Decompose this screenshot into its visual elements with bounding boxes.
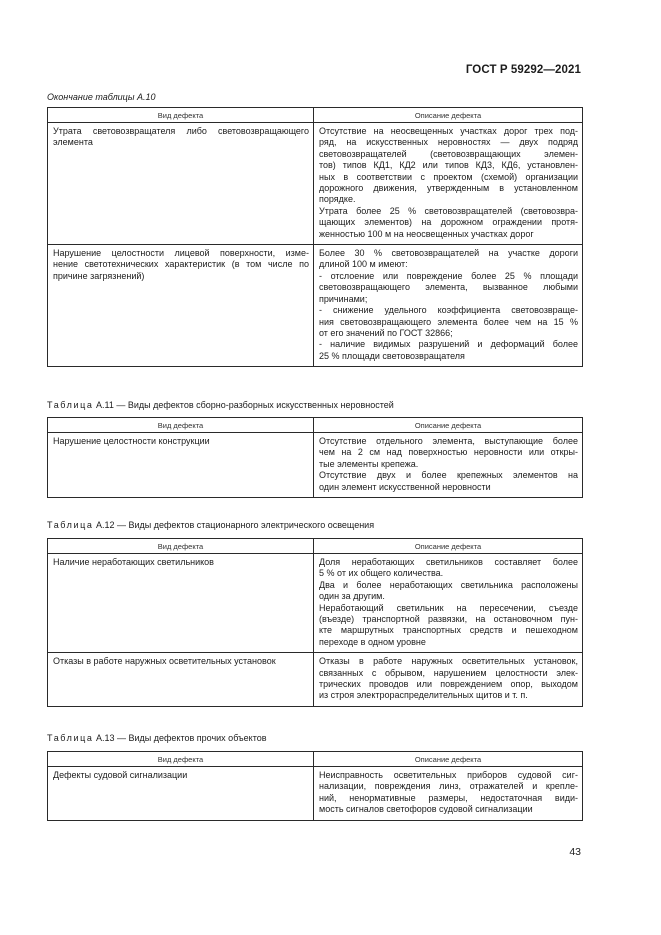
defect-description-cell xyxy=(314,123,583,245)
table-row xyxy=(48,123,583,245)
cell-text-line: нализации, повреждения линз, отражателей и крепле- xyxy=(319,781,578,792)
cell-text-line: Доля неработающих светильников составляет более xyxy=(319,557,578,567)
table-row xyxy=(48,554,583,653)
column-header-defect-description: Описание дефекта xyxy=(314,539,583,554)
cell-text-line: Отсутствие на неосвещенных участках дорог трех под- xyxy=(319,126,578,136)
cell-text-line: Утрата световозвращателя либо световозвращающего xyxy=(53,126,309,136)
defect-type-cell xyxy=(48,653,314,707)
cell-text-line: порядке. xyxy=(319,194,356,205)
cell-text-line: мость сигналов светофоров судовой сигнализации xyxy=(319,804,533,815)
cell-text-line: Отказы в работе наружных осветительных установок, xyxy=(319,656,578,667)
caption-text: Окончание таблицы А.10 xyxy=(47,92,156,102)
cell-text-line: Два и более неработающих светильника расположены xyxy=(319,579,578,590)
defects-table-a12 xyxy=(47,538,583,707)
cell-text-line: переходе в одном уровне xyxy=(319,636,426,647)
table-row xyxy=(48,653,583,707)
cell-text-line: щающих элементов) на дорожном ограждении протя- xyxy=(319,217,578,228)
cell-text-line: - отслоение или повреждение более 25 % площади xyxy=(319,270,578,281)
cell-text-line: световозвращающего элемента, вызванное любыми xyxy=(319,282,578,293)
cell-text-line: световозвращателей (световозвращающих элемен- xyxy=(319,148,578,159)
cell-text-line: ряд, на искусственных неровностях — двух подряд xyxy=(319,137,578,148)
cell-text-line: Неисправность осветительных приборов судовой сиг- xyxy=(319,770,578,780)
cell-text-line: женностью 100 м на неосвещенных участках дорог xyxy=(319,228,534,239)
table-caption-a12 xyxy=(47,520,374,531)
cell-text-line: Отказы в работе наружных осветительных установок xyxy=(53,656,276,667)
cell-text-line: Нарушение целостности лицевой поверхности, изме- xyxy=(53,248,309,259)
cell-text-line: тые элементы крепежа. xyxy=(319,458,419,469)
cell-text-line: 5 % от их общего количества. xyxy=(319,568,444,579)
defect-type-cell xyxy=(48,245,314,367)
column-header-defect-type: Вид дефекта xyxy=(48,539,314,554)
cell-text-line: 25 % площади световозвращателя xyxy=(319,350,465,361)
cell-text-line: дорожного движения, утвержденным в установленном xyxy=(319,183,578,194)
cell-text-line: Утрата более 25 % световозвращателей (световозвра- xyxy=(319,205,578,216)
cell-text-line: Неработающий светильник на пересечении, съезде xyxy=(319,602,578,613)
defects-table-a13 xyxy=(47,751,583,821)
caption-text: А.13 — Виды дефектов прочих объектов xyxy=(93,733,267,743)
cell-text-line: тов) типов КД1, КД2 или типов КД3, КД6, установлен- xyxy=(319,160,578,171)
column-header-defect-type: Вид дефекта xyxy=(48,752,314,767)
cell-text-line: нение светотехнических характеристик (в том числе по xyxy=(53,259,309,270)
defect-type-cell xyxy=(48,433,314,498)
cell-text-line: один за другим. xyxy=(319,591,385,602)
cell-text-line: ния световозвращающего элемента более чем на 15 % xyxy=(319,316,578,327)
table-caption-a11 xyxy=(47,400,394,411)
cell-text-line: связанных с обрывом, нарушением целостности элек- xyxy=(319,667,578,678)
cell-text-line: один элемент искусственной неровности xyxy=(319,481,491,492)
defect-type-cell xyxy=(48,767,314,821)
column-header-defect-type: Вид дефекта xyxy=(48,418,314,433)
cell-text-line: Наличие неработающих светильников xyxy=(53,557,214,567)
table-caption-a13 xyxy=(47,733,267,744)
caption-prefix: Таблица xyxy=(47,400,94,410)
cell-text-line: длиной 100 м имеют: xyxy=(319,259,408,270)
cell-text-line: ний, ненормативные размеры, недостаточная види- xyxy=(319,792,578,803)
cell-text-line: (въезде) транспортной развязки, на остановочном пун- xyxy=(319,614,578,625)
cell-text-line: трических проводов или повреждением опор, выходом xyxy=(319,679,578,690)
defect-type-cell xyxy=(48,554,314,653)
column-header-defect-type: Вид дефекта xyxy=(48,108,314,123)
cell-text-line: - наличие видимых разрушений и деформаций более xyxy=(319,339,578,350)
caption-prefix: Таблица xyxy=(47,520,94,530)
defects-table-a10 xyxy=(47,107,583,367)
defects-table-a11 xyxy=(47,417,583,498)
cell-text-line: чем на 2 см над поверхностью неровности или откры- xyxy=(319,447,578,458)
caption-prefix: Таблица xyxy=(47,733,94,743)
caption-text: А.12 — Виды дефектов стационарного электрического освещения xyxy=(93,520,375,530)
column-header-defect-description: Описание дефекта xyxy=(314,108,583,123)
column-header-defect-description: Описание дефекта xyxy=(314,752,583,767)
table-row xyxy=(48,245,583,367)
cell-text-line: Нарушение целостности конструкции xyxy=(53,436,210,446)
cell-text-line: Более 30 % световозвращателей на участке дороги xyxy=(319,248,578,259)
cell-text-line: из строя электрораспределительных щитов и т. п. xyxy=(319,690,528,701)
defect-description-cell xyxy=(314,653,583,707)
table-row xyxy=(48,433,583,498)
cell-text-line: от его значений по ГОСТ 32866; xyxy=(319,327,453,338)
standard-code: ГОСТ Р 59292—2021 xyxy=(465,64,581,76)
cell-text-line: кте маршрутных транспортных средств и пешеходном xyxy=(319,625,578,636)
caption-text: А.11 — Виды дефектов сборно-разборных искусственных неровностей xyxy=(93,400,394,410)
cell-text-line: Отсутствие отдельного элемента, выступающие более xyxy=(319,436,578,446)
defect-description-cell xyxy=(314,554,583,653)
cell-text-line: ных в соответствии с проектом (схемой) организации xyxy=(319,171,578,182)
cell-text-line: Отсутствие двух и более крепежных элементов на xyxy=(319,470,578,481)
defect-description-cell xyxy=(314,433,583,498)
defect-description-cell xyxy=(314,767,583,821)
cell-text-line: Дефекты судовой сигнализации xyxy=(53,770,188,780)
cell-text-line: причине загрязнений) xyxy=(53,270,145,281)
table-row xyxy=(48,767,583,821)
page-number: 43 xyxy=(569,846,581,858)
defect-type-cell xyxy=(48,123,314,245)
cell-text-line: - снижение удельного коэффициента световозвраще- xyxy=(319,305,578,316)
table-caption-a10 xyxy=(47,92,155,103)
cell-text-line: причинами; xyxy=(319,293,368,304)
cell-text-line: элемента xyxy=(53,137,93,148)
column-header-defect-description: Описание дефекта xyxy=(314,418,583,433)
defect-description-cell xyxy=(314,245,583,367)
